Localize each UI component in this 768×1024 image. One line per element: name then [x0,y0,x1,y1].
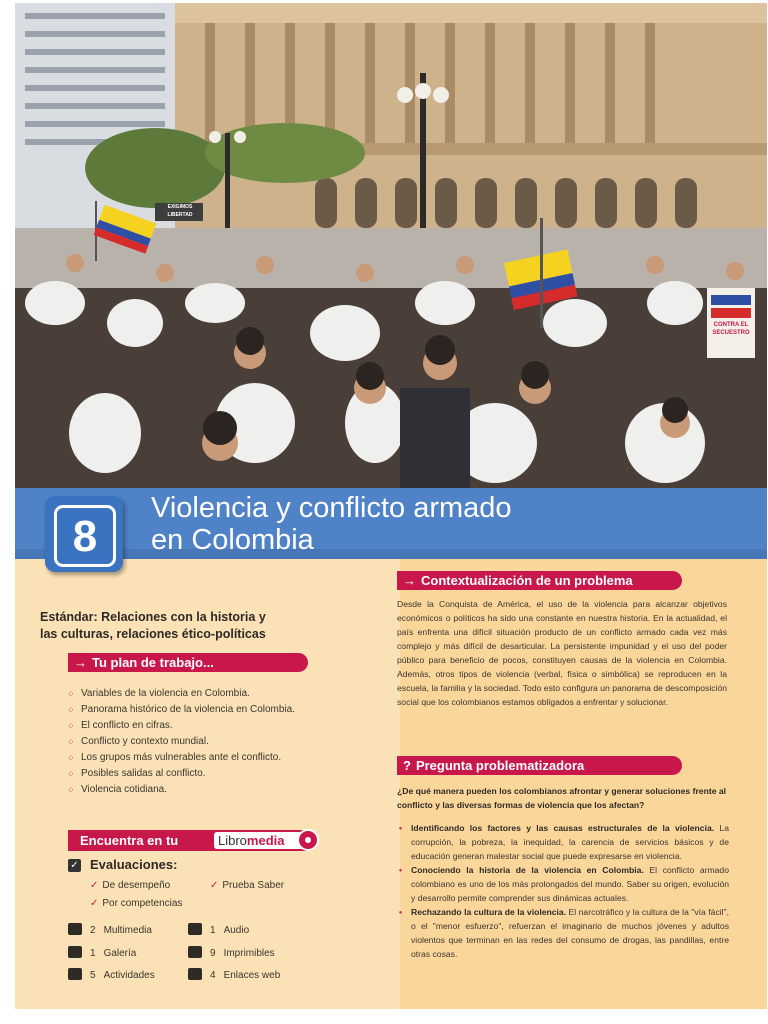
headphones-icon [188,923,202,935]
chapter-title [151,492,751,556]
protest-placard: CONTRA EL SECUESTRO [712,322,750,336]
list-item: ⁘ Los grupos más vulnerables ante el conflicto. [67,752,282,763]
resource-imprimibles: 9 Imprimibles [188,946,275,961]
arrow-right-icon: → [74,655,87,670]
chapter-badge [45,496,123,572]
problem-question: ¿De qué manera pueden los colombianos afrontar y generar soluciones frente al conflicto y las diversas formas de violencia que los afectan? [397,786,727,810]
pregunta-heading-label: Pregunta problematizadora [415,758,585,773]
list-item: ⁘ Panorama histórico de la violencia en Colombia. [67,704,296,715]
libromedia-heading [68,830,318,851]
check-icon: ✓ [90,880,99,891]
standard-line2: las culturas, relaciones ético-políticas [40,627,266,641]
chapter-title-line1: Violencia y conflicto armado [151,492,512,524]
evaluaciones-title: Evaluaciones: [90,857,178,872]
eval-item: ✓ De desempeño [90,880,171,891]
resource-multimedia: 2 Multimedia [68,923,152,938]
plan-list [67,686,347,798]
context-heading-label: Contextualización de un problema [421,573,633,588]
list-item: • Conociendo la historia de la violencia en Colombia. El conflicto armado colombiano es uno de los más prolongados del mundo. Saber su origen, evolución y desarrollo permite comprender sus dinámicas actuales. [399,865,729,903]
chapter-number: 8 [72,512,98,561]
libromedia-logo: Libromedia [214,832,314,849]
pregunta-list [399,821,729,961]
disc-icon [297,829,319,851]
pregunta-heading [397,756,682,775]
chapter-title-line2: en Colombia [151,524,314,556]
monitor-icon [68,923,82,935]
check-icon: ✓ [90,898,99,909]
list-item: • Rechazando la cultura de la violencia. El narcotráfico y la cultura de la "vía fácil", o el "menor esfuerzo", refuerzan el imaginario de muchos jóvenes y adultos violentos que terminan en las redes del consumo de drogas, las pandillas, entre otras cosas. [399,907,729,959]
list-item: ⁘ Posibles salidas al conflicto. [67,768,206,779]
street-sign: EXIGIMOS LIBERTAD [167,204,193,218]
camera-icon [68,946,82,958]
resource-actividades: 5 Actividades [68,968,155,983]
resource-galeria: 1 Galería [68,946,136,961]
arrow-right-icon: → [403,573,416,588]
context-heading [397,571,682,590]
list-item: ⁘ El conflicto en cifras. [67,720,173,731]
plan-heading [68,653,308,672]
page [15,3,767,1009]
libromedia-label: Encuentra en tu [80,833,179,848]
list-item: ⁘ Conflicto y contexto mundial. [67,736,209,747]
resource-enlaces: 4 Enlaces web [188,968,280,983]
eval-item: ✓ Por competencias [90,898,183,909]
resource-audio: 1 Audio [188,923,249,938]
crowd-illustration [15,3,767,488]
checkbox-icon: ✓ [68,859,81,872]
document-icon [68,968,82,980]
standard-heading [40,609,330,643]
list-item: • Identificando los factores y las causas estructurales de la violencia. La corrupción, la pobreza, la inequidad, la carencia de servicios básicos y de educación generan malestar social que puede expresarse en violencia. [399,823,729,861]
standard-line1: Estándar: Relaciones con la historia y [40,610,266,624]
printer-icon [188,946,202,958]
check-icon: ✓ [210,880,219,891]
link-icon [188,968,202,980]
cover-photo [15,3,767,488]
plan-heading-label: Tu plan de trabajo... [92,655,214,670]
context-paragraph: Desde la Conquista de América, el uso de la violencia para alcanzar objetivos económicos o políticos ha sido una constante en nuestra historia. En la actualidad, el país enfrenta una difícil situación producto de un conflicto armado cada vez más complejo y más difícil de desarticular. La persistente impunidad y el uso del poder público para beneficio de pocos, constituyen causas de la violencia en Colombia. Además, otros tipos de violencia (verbal, física o simbólica) se reproducen en la escuela, la familia y la sociedad. Todo esto configura un panorama de descomposición social que los colombianos estamos obligados a enfrentar y solucionar. [397,599,727,707]
list-item: ⁘ Variables de la violencia en Colombia. [67,688,250,699]
eval-item: ✓ Prueba Saber [210,880,285,891]
question-mark-icon: ? [403,758,411,773]
list-item: ⁘ Violencia cotidiana. [67,784,167,795]
